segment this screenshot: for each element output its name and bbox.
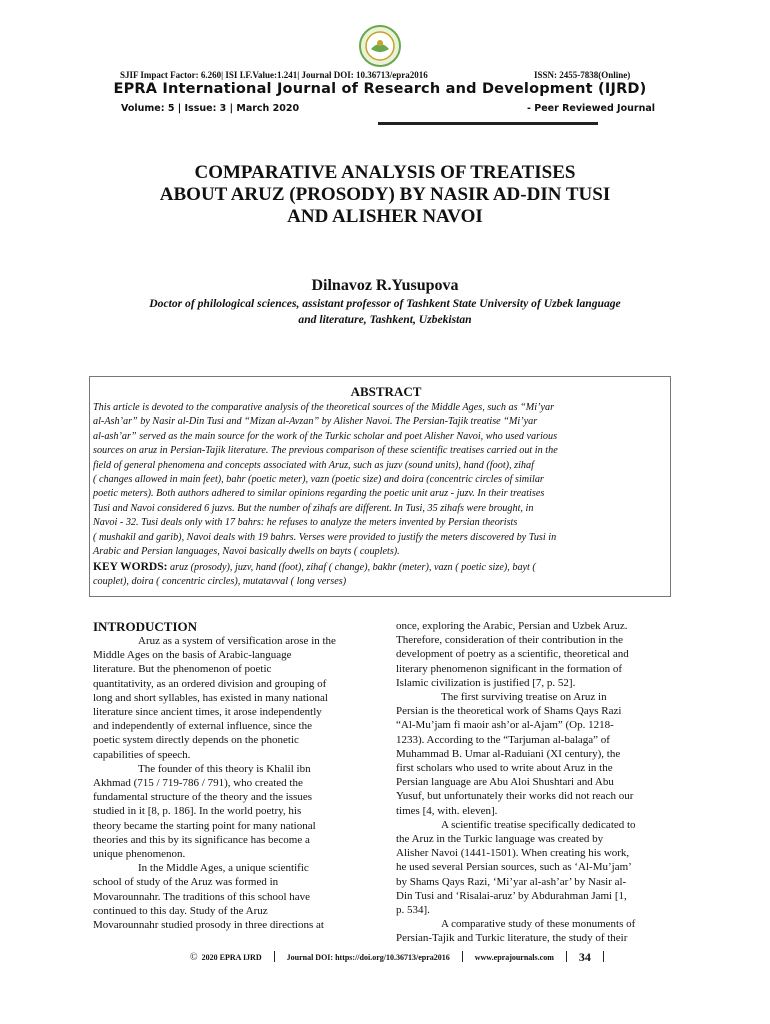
body-text-line: studied in it [8, p. 186]. In the world poetry, his bbox=[93, 805, 302, 818]
body-text-line: school of study of the Aruz was formed in bbox=[93, 876, 279, 889]
body-text-line: Din Tusi and ‘Risalai-aruz’ by Abdurahman Jami [1, bbox=[396, 889, 627, 902]
abstract-line: ( changes allowed in main feet), bahr (poetic meter), vazn (poetic size) and doira (concentric circles of similar bbox=[93, 474, 544, 486]
body-text-line: by Shams Qays Razi, ‘Mi’yar al-ash’ar’ by Nasir al- bbox=[396, 875, 627, 888]
abstract-line: sources on aruz in Persian-Tajik literature. The previous comparison of these scientific treatises carried out in the bbox=[93, 445, 558, 457]
body-text-line: The founder of this theory is Khalil ibn bbox=[138, 762, 311, 775]
header-divider bbox=[378, 122, 598, 125]
body-text-line: Persian-Tajik and Turkic literature, the study of their bbox=[396, 932, 628, 945]
body-text-line: capabilities of speech. bbox=[93, 748, 191, 761]
keywords-line bbox=[93, 560, 679, 575]
abstract-line: ( mushakil and garib), Navoi deals with 19 bahrs. Verses were provided to justify the meters discovered by Tusi in bbox=[93, 531, 557, 543]
copyright-icon: © bbox=[190, 952, 198, 963]
issn-text: ISSN: 2455-7838(Online) bbox=[534, 70, 631, 80]
abstract-line: al-ash’ar” served as the main source for the work of the Turkic scholar and poet Alisher Navoi, who used various bbox=[93, 430, 558, 442]
body-column-left bbox=[93, 634, 376, 932]
body-text-line: Persian language are Abu Aloi Shushtari and Abu bbox=[396, 776, 614, 789]
body-text-line: Persian is the theoretical work of Shams Qays Razi bbox=[396, 705, 622, 718]
abstract-heading: ABSTRACT bbox=[350, 384, 422, 399]
title-line: COMPARATIVE ANALYSIS OF TREATISES bbox=[194, 162, 576, 183]
body-text-line: A comparative study of these monuments of bbox=[441, 918, 636, 931]
body-text-line: Alisher Navoi (1441-1501). When creating his work, bbox=[396, 847, 630, 860]
footer-website-link[interactable]: www.eprajournals.com bbox=[474, 953, 554, 962]
body-text-line: literature since ancient times, it arose independently bbox=[93, 706, 322, 719]
footer-divider bbox=[462, 951, 463, 962]
body-text-line: he used several Persian sources, such as ‘Al-Mu’jam’ bbox=[396, 861, 632, 874]
body-text-line: p. 534]. bbox=[396, 904, 430, 917]
body-text-line: theories and this by its significance has become a bbox=[93, 833, 310, 846]
body-text-line: Islamic civilization is justified [7, p. 52]. bbox=[396, 676, 576, 689]
footer-divider bbox=[603, 951, 604, 962]
body-text-line: 1233). According to the “Tarjuman al-balaga” of bbox=[396, 733, 610, 746]
keywords-text: aruz (prosody), juzv, hand (foot), zihaf ( change), bakhr (meter), vazn ( poetic size), bayt ( bbox=[167, 562, 536, 573]
impact-factor-text: SJIF Impact Factor: 6.260| ISI I.F.Value:1.241| Journal DOI: 10.36713/epra2016 bbox=[120, 70, 428, 80]
title-line: AND ALISHER NAVOI bbox=[287, 206, 483, 227]
author-name: Dilnavoz R.Yusupova bbox=[311, 277, 459, 294]
abstract-line: Tusi and Navoi considered 6 juzvs. But the number of zihafs are different. In Tusi, 35 zihafs were brought, in bbox=[93, 502, 534, 514]
body-text-line: Middle Ages on the basis of Arabic-language bbox=[93, 649, 292, 662]
body-column-right bbox=[396, 619, 680, 946]
peer-reviewed-label: - Peer Reviewed Journal bbox=[526, 103, 655, 114]
body-text-line: times [4, with. eleven]. bbox=[396, 804, 498, 817]
body-text-line: once, exploring the Arabic, Persian and Uzbek Aruz. bbox=[396, 620, 628, 632]
journal-name: EPRA International Journal of Research and Development (IJRD) bbox=[113, 81, 647, 97]
body-text-line: “Al-Mu’jam fi maoir ash’or al-Ajam” (Op. 1218- bbox=[396, 719, 614, 732]
author-affiliation bbox=[88, 296, 682, 328]
abstract-line: Arabic and Persian languages, Navoi basically dwells on bayts ( couplets). bbox=[93, 546, 400, 558]
abstract-line: field of general phenomena and concepts associated with Aruz, such as juzv (sound units), hand (foot), zihaf bbox=[93, 459, 534, 471]
page-footer bbox=[190, 950, 690, 965]
affiliation-line: and literature, Tashkent, Uzbekistan bbox=[298, 313, 472, 326]
abstract-line: poetic meters). Both authors adhered to similar opinions regarding the poetic unit aruz - juzv. In their treatises bbox=[93, 488, 545, 500]
footer-divider bbox=[274, 951, 275, 962]
body-text-line: theory became the starting point for many national bbox=[93, 819, 316, 832]
body-text-line: Muhammad B. Umar al-Raduiani (XI century), the bbox=[396, 747, 621, 760]
abstract-text bbox=[93, 401, 679, 559]
body-text-line: literary phenomenon significant in the formation of bbox=[396, 662, 623, 675]
body-text-line: In the Middle Ages, a unique scientific bbox=[138, 862, 309, 875]
body-text-line: Movarounnahr studied prosody in three directions at bbox=[93, 919, 324, 932]
body-text-line: Akhmad (715 / 719-786 / 791), who created the bbox=[93, 777, 303, 790]
abstract-line: al-Ash’ar” by Nasir al-Din Tusi and “Mizan al-Avzan” by Alisher Navoi. The Persian-Tajik treatise “Mi’yar bbox=[93, 416, 538, 428]
footer-doi: Journal DOI: https://doi.org/10.36713/epra2016 bbox=[286, 953, 450, 962]
body-text-line: development of poetry as a scientific, theoretical and bbox=[396, 648, 629, 661]
body-text-line: unique phenomenon. bbox=[93, 848, 186, 861]
keywords-label: KEY WORDS: bbox=[93, 561, 168, 573]
introduction-heading: INTRODUCTION bbox=[93, 619, 198, 634]
body-text-line: continued to this day. Study of the Aruz bbox=[93, 904, 268, 917]
body-text-line: literature. But the phenomenon of poetic bbox=[93, 663, 272, 676]
body-text-line: Movarounnahr. The traditions of this school have bbox=[93, 890, 311, 903]
abstract-line: Navoi - 32. Tusi deals only with 17 bahrs: he refuses to analyze the meters invented by Persian theorists bbox=[93, 517, 518, 529]
body-text-line: the Aruz in the Turkic language was created by bbox=[396, 833, 604, 846]
abstract-line: This article is devoted to the comparative analysis of the theoretical sources of the Middle Ages, such as “Mi’yar bbox=[93, 402, 555, 413]
body-text-line: A scientific treatise specifically dedicated to bbox=[441, 818, 636, 831]
body-text-line: The first surviving treatise on Aruz in bbox=[441, 691, 607, 704]
page-number: 34 bbox=[578, 950, 591, 964]
affiliation-line: Doctor of philological sciences, assistant professor of Tashkent State University of Uzbek language bbox=[149, 297, 621, 310]
body-text-line: fundamental structure of the theory and the issues bbox=[93, 791, 313, 804]
body-text-line: Aruz as a system of versification arose in the bbox=[138, 635, 336, 647]
footer-divider bbox=[566, 951, 567, 962]
body-text-line: and independently of external influence, since the bbox=[93, 720, 312, 733]
article-title bbox=[90, 162, 680, 228]
body-text-line: first scholars who used to write about Aruz in the bbox=[396, 762, 613, 775]
body-text-line: Yusuf, but unfortunately their works did not reach our bbox=[396, 790, 634, 803]
body-text-line: poetic system directly depends on the phonetic bbox=[93, 734, 299, 747]
epra-logo-icon bbox=[359, 25, 401, 67]
keywords-text-continued: couplet), doira ( concentric circles), mutatavval ( long verses) bbox=[93, 576, 347, 587]
body-text-line: quantitativity, as an ordered division and grouping of bbox=[93, 677, 327, 690]
issue-info: Volume: 5 | Issue: 3 | March 2020 bbox=[121, 103, 300, 114]
footer-copyright: 2020 EPRA IJRD bbox=[201, 953, 262, 962]
body-text-line: Therefore, consideration of their contribution in the bbox=[396, 634, 623, 647]
title-line: ABOUT ARUZ (PROSODY) BY NASIR AD-DIN TUSI bbox=[159, 184, 611, 205]
body-text-line: long and short syllables, has existed in many national bbox=[93, 691, 328, 704]
